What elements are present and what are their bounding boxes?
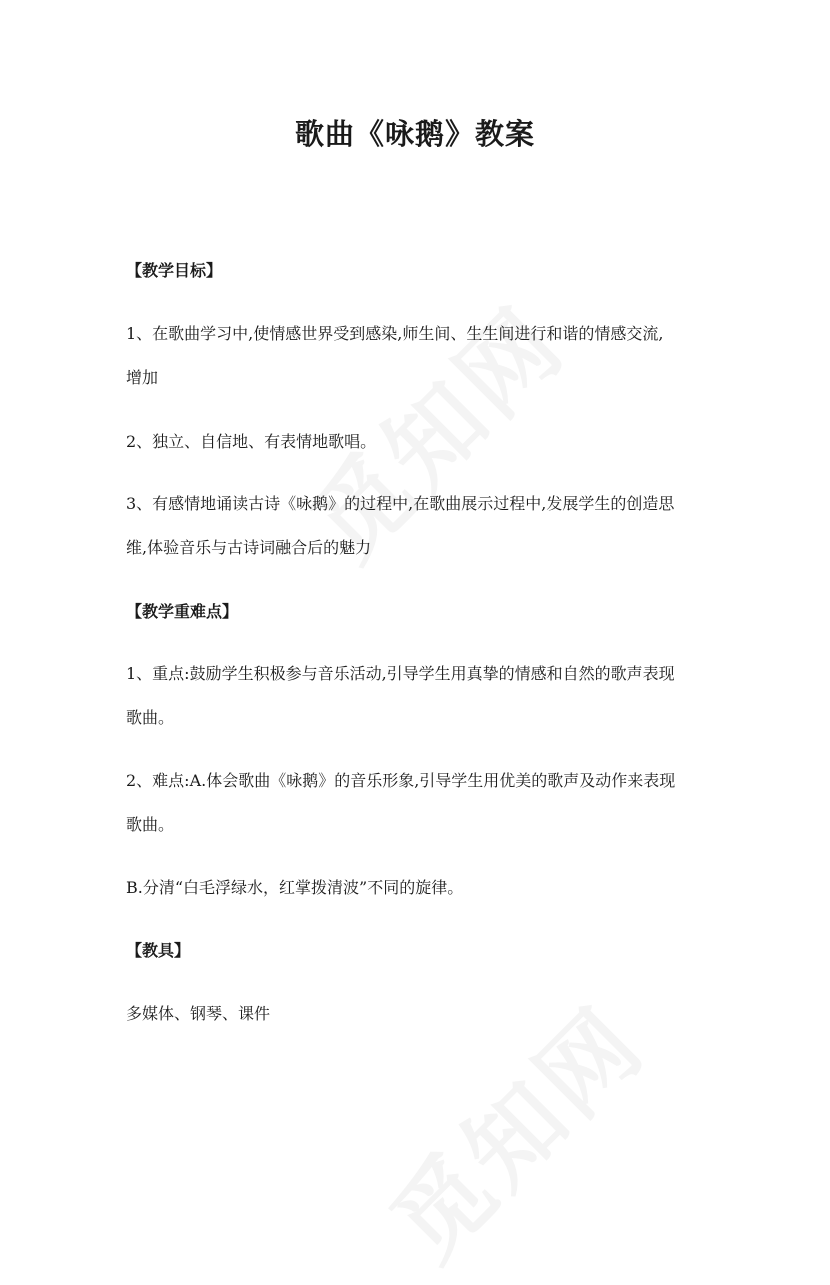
paragraph-line: 1、在歌曲学习中,使情感世界受到感染,师生间、生生间进行和谐的情感交流, <box>126 324 664 343</box>
section-heading-tools: 【教具】 <box>126 941 191 960</box>
paragraph-line: 歌曲。 <box>126 815 175 834</box>
document-title: 歌曲《咏鹅》教案 <box>294 117 535 151</box>
paragraph-line: 2、独立、自信地、有表情地歌唱。 <box>126 432 377 451</box>
paragraph-line: B.分清“白毛浮绿水，红掌拨清波”不同的旋律。 <box>126 878 464 897</box>
paragraph-line: 增加 <box>126 368 159 387</box>
paragraph-line: 多媒体、钢琴、课件 <box>126 1004 271 1023</box>
paragraph-line: 维,体验音乐与古诗词融合后的魅力 <box>126 538 372 557</box>
paragraph-line: 歌曲。 <box>126 708 175 727</box>
paragraph-line: 2、难点:A.体会歌曲《咏鹅》的音乐形象,引导学生用优美的歌声及动作来表现 <box>126 771 676 790</box>
section-heading-key-points: 【教学重难点】 <box>126 602 239 621</box>
paragraph-line: 1、重点:鼓励学生积极参与音乐活动,引导学生用真挚的情感和自然的歌声表现 <box>126 664 675 683</box>
section-heading-goals: 【教学目标】 <box>126 261 223 280</box>
paragraph-line: 3、有感情地诵读古诗《咏鹅》的过程中,在歌曲展示过程中,发展学生的创造思 <box>126 494 675 513</box>
